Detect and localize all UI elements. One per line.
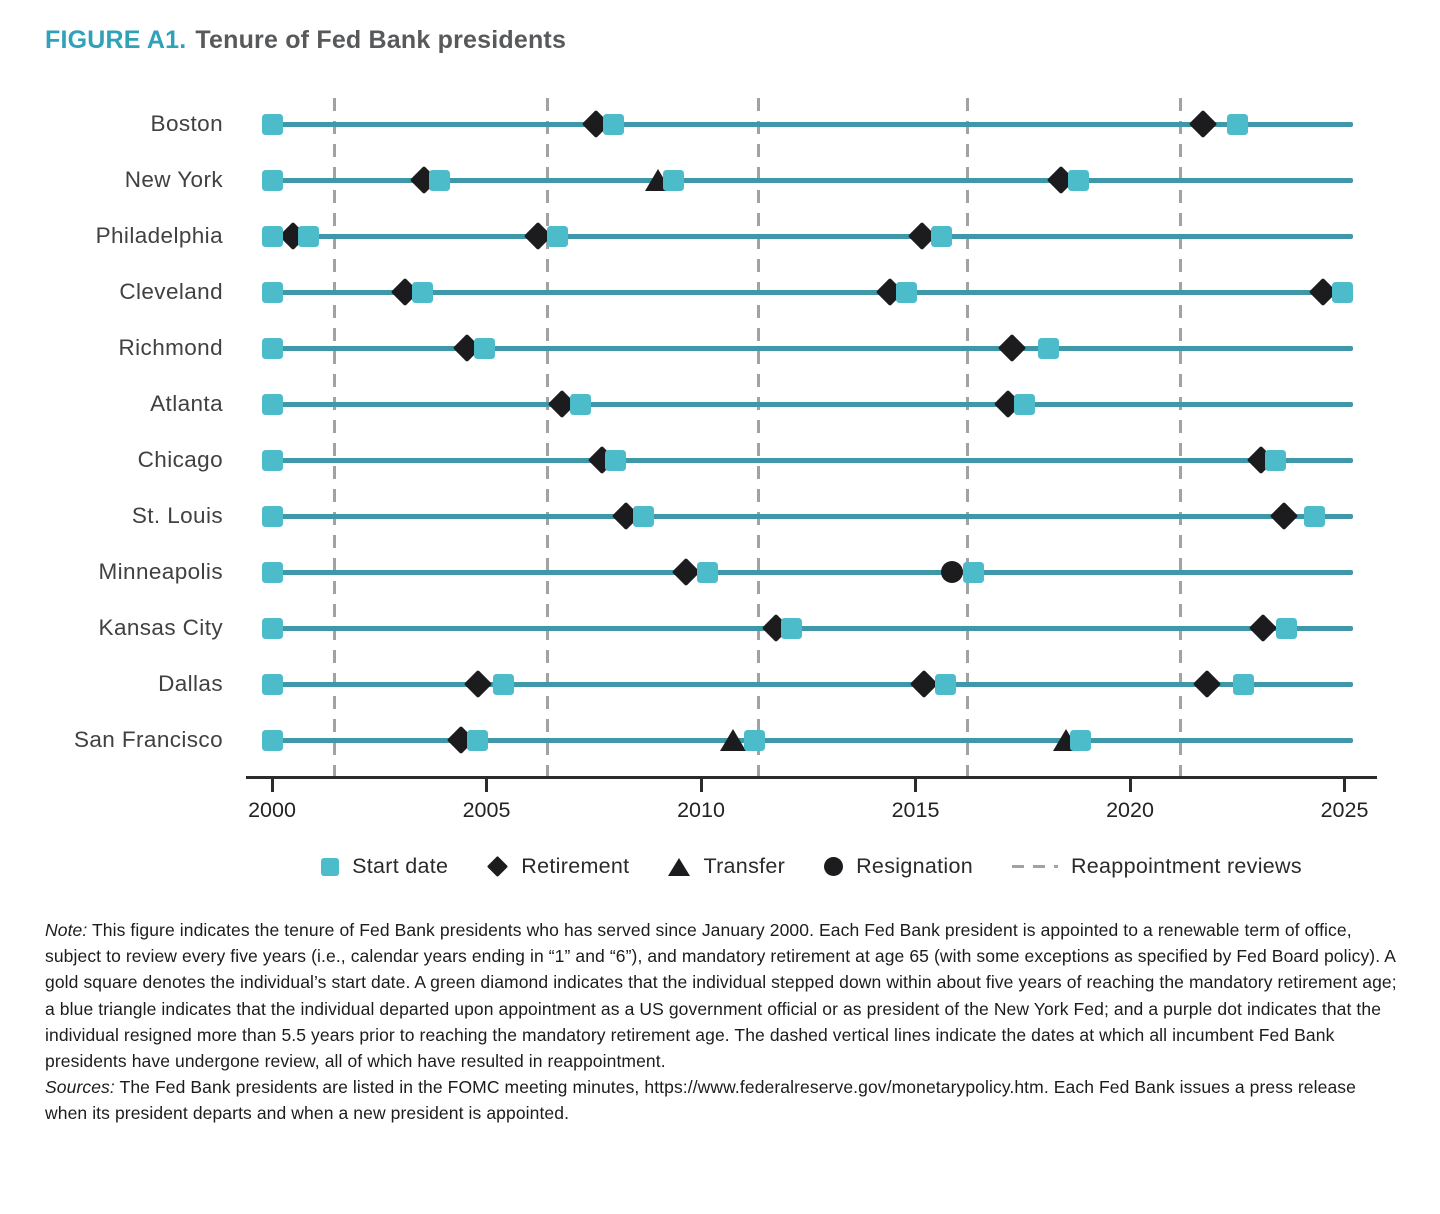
start-marker [262,226,283,247]
x-axis-tick-label: 2025 [1320,797,1369,822]
x-axis [246,776,1377,779]
tenure-line [265,682,1353,687]
legend-item-dashes [1012,854,1302,879]
start-marker [605,450,626,471]
start-marker [663,170,684,191]
resignation-marker [941,561,963,583]
reappointment-review-line [546,98,549,776]
row-label-cleveland: Cleveland [119,279,223,304]
start-marker [697,562,718,583]
start-marker [429,170,450,191]
x-axis-tick [271,779,274,792]
sources-text: The Fed Bank presidents are listed in the FOMC meeting minutes, https://www.federalreserve.gov/monetarypolicy.htm. Each Fed Bank issues a press release when its president departs and when a new president is appointed. [45,1077,1356,1124]
start-marker [412,282,433,303]
start-marker [1276,618,1297,639]
note-text: This figure indicates the tenure of Fed Bank presidents who has served since January 2000. Each Fed Bank president is appointed to a renewable term of office, subject to review every five years (i.e., calendar years ending in “1” and “6”), and mandatory retirement at age 65 (with some exceptions as specified by Fed Board policy). A gold square denotes the individual’s start date. A green diamond indicates that the individual stepped down within about five years of reaching the mandatory retirement age; a blue triangle indicates that the individual departed upon appointment as a US government official or as president of the New York Fed; and a purple dot indicates that the individual resigned more than 5.5 years prior to reaching the mandatory retirement age. The dashed vertical lines indicate the dates at which all incumbent Fed Bank presidents have undergone review, all of which have resulted in reappointment. [45,920,1397,1072]
start-marker [262,170,283,191]
x-axis-tick [1129,779,1132,792]
start-marker [570,394,591,415]
start-marker [262,674,283,695]
start-marker [467,730,488,751]
start-marker [262,338,283,359]
note-label: Note: [45,920,88,940]
start-marker [262,450,283,471]
row-label-kansas-city: Kansas City [98,615,223,640]
start-marker [633,506,654,527]
legend-item-square [321,854,448,879]
start-marker [262,562,283,583]
start-marker [1332,282,1353,303]
legend-item-triangle [668,854,785,879]
reappointment-review-line [757,98,760,776]
start-marker [262,506,283,527]
x-axis-tick-label: 2015 [891,797,940,822]
legend-label: Retirement [521,854,630,878]
start-marker [896,282,917,303]
diamond-legend-icon [487,856,508,877]
page-title: Tenure of Fed Bank presidents [195,26,567,54]
start-marker [262,730,283,751]
triangle-legend-icon [668,858,690,876]
figure-label: FIGURE A1. [45,26,187,54]
legend-item-circle [824,854,973,879]
start-marker [547,226,568,247]
transfer-marker [720,729,746,751]
note-paragraph [45,917,1401,1074]
retirement-marker [910,670,938,698]
start-marker [781,618,802,639]
tenure-line [265,458,1353,463]
x-axis-tick [485,779,488,792]
circle-legend-icon [824,857,843,876]
retirement-marker [1270,502,1298,530]
start-marker [262,282,283,303]
x-axis-tick [700,779,703,792]
x-axis-tick-label: 2010 [677,797,725,822]
row-label-boston: Boston [150,111,223,136]
start-marker [298,226,319,247]
figure-notes [45,917,1401,1127]
tenure-line [265,402,1353,407]
start-marker [493,674,514,695]
start-marker [744,730,765,751]
retirement-marker [1189,110,1217,138]
x-axis-tick [1343,779,1346,792]
start-marker [262,114,283,135]
start-marker [603,114,624,135]
legend-item-diamond [487,854,629,879]
tenure-line [265,738,1353,743]
chart-legend [246,854,1377,879]
row-label-new-york: New York [124,167,223,192]
legend-label: Resignation [856,854,973,878]
row-label-philadelphia: Philadelphia [95,223,223,248]
retirement-marker [1193,670,1221,698]
start-marker [1227,114,1248,135]
start-marker [1304,506,1325,527]
start-marker [1014,394,1035,415]
x-axis-tick-label: 2000 [248,797,296,822]
start-marker [262,618,283,639]
start-marker [262,394,283,415]
legend-label: Transfer [703,854,786,878]
reappointment-review-line [966,98,969,776]
start-marker [1070,730,1091,751]
square-legend-icon [321,858,339,876]
dashes-legend-icon [1012,865,1058,869]
start-marker [1038,338,1059,359]
legend-label: Start date [352,854,449,878]
retirement-marker [998,334,1026,362]
sources-paragraph [45,1074,1401,1126]
tenure-line [265,234,1353,239]
start-marker [963,562,984,583]
x-axis-tick [914,779,917,792]
row-label-richmond: Richmond [118,335,223,360]
start-marker [1068,170,1089,191]
reappointment-review-line [333,98,336,776]
row-label-san-francisco: San Francisco [73,727,223,752]
x-axis-tick-label: 2005 [462,797,511,822]
retirement-marker [1249,614,1277,642]
start-marker [935,674,956,695]
retirement-marker [464,670,492,698]
tenure-line [265,626,1353,631]
start-marker [1233,674,1254,695]
start-marker [931,226,952,247]
sources-label: Sources: [45,1077,115,1098]
row-label-st-louis: St. Louis [131,503,223,528]
row-label-atlanta: Atlanta [150,391,223,416]
row-label-chicago: Chicago [137,447,223,472]
tenure-line [265,346,1353,351]
x-axis-tick-label: 2020 [1106,797,1154,822]
row-label-dallas: Dallas [158,671,223,696]
legend-label: Reappointment reviews [1070,854,1302,878]
row-label-minneapolis: Minneapolis [98,559,223,584]
tenure-line [265,514,1353,519]
tenure-line [265,570,1353,575]
retirement-marker [672,558,700,586]
reappointment-review-line [1179,98,1182,776]
start-marker [1265,450,1286,471]
start-marker [474,338,495,359]
